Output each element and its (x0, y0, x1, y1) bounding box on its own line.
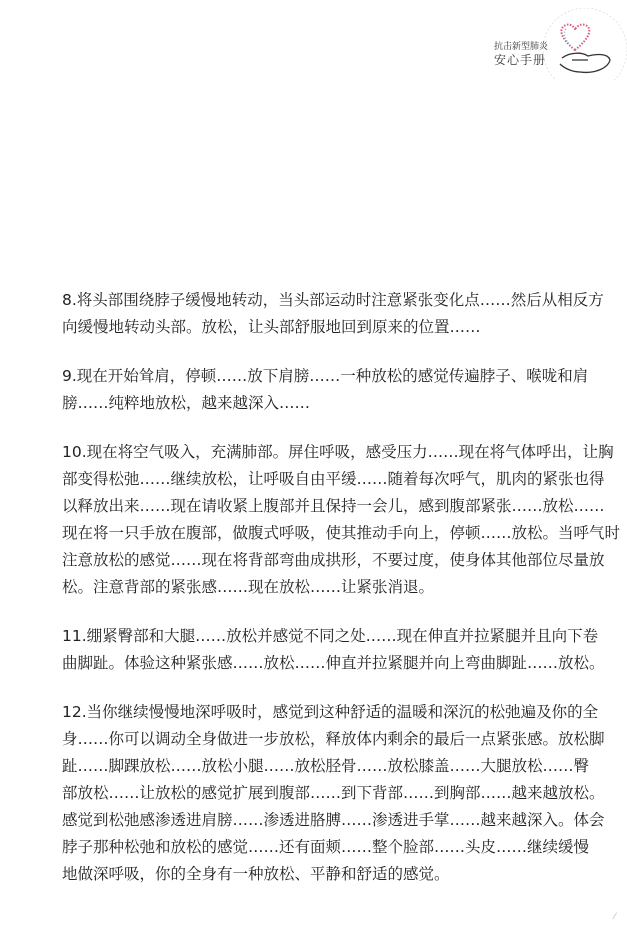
paragraph-11 (62, 623, 605, 677)
text-line: 现在将一只手放在腹部，做腹式呼吸，使其推动手向上，停顿……放松。当呼气时 (62, 524, 621, 542)
text-line: 9.现在开始耸肩，停顿……放下肩膀……一种放松的感觉传遍脖子、喉咙和肩 (62, 367, 589, 385)
text-line: 以释放出来……现在请收紧上腹部并且保持一会儿，感到腹部紧张……放松…… (62, 497, 605, 515)
text-line: 感觉到松弛感渗透进肩膀……渗透进胳膊……渗透进手掌……越来越深入。体会 (62, 811, 605, 829)
text-line: 8.将头部围绕脖子缓慢地转动，当头部运动时注意紧张变化点……然后从相反方 (62, 291, 604, 309)
text-line: 12.当你继续慢慢地深呼吸时，感觉到这种舒适的温暖和深沉的松弛遍及你的全 (62, 703, 599, 721)
text-line: 10.现在将空气吸入，充满肺部。屏住呼吸，感受压力……现在将气体呼出，让胸 (62, 443, 614, 461)
text-line: 向缓慢地转动头部。放松，让头部舒服地回到原来的位置…… (62, 318, 481, 336)
text-line: 地做深呼吸，你的全身有一种放松、平静和舒适的感觉。 (62, 865, 450, 883)
paragraph-10 (62, 439, 621, 601)
text-line: 11.绷紧臀部和大腿……放松并感觉不同之处……现在伸直并拉紧腿并且向下卷 (62, 627, 599, 645)
document-body (62, 287, 621, 910)
paragraph-9 (62, 363, 589, 417)
text-line: 曲脚趾。体验这种紧张感……放松……伸直并拉紧腿并向上弯曲脚趾……放松。 (62, 654, 605, 672)
text-line: 膀……纯粹地放松，越来越深入…… (62, 394, 311, 412)
text-line: 趾……脚踝放松……放松小腿……放松胫骨……放松膝盖……大腿放松……臀 (62, 757, 590, 775)
logo-subtitle: 抗击新型肺炎 (494, 42, 549, 52)
text-line: 部放松……让放松的感觉扩展到腹部……到下背部……到胸部……越来越放松。 (62, 784, 605, 802)
logo-title: 安心手册 (494, 53, 547, 67)
text-line: 身……你可以调动全身做进一步放松，释放体内剩余的最后一点紧张感。放松脚 (62, 730, 605, 748)
text-line: 注意放松的感觉……现在将背部弯曲成拱形，不要过度，使身体其他部位尽量放 (62, 551, 605, 569)
paragraph-12 (62, 699, 605, 888)
page-corner-mark: ⁄ (614, 912, 616, 922)
text-line: 脖子那种松弛和放松的感觉……还有面颊……整个脸部……头皮……继续缓慢 (62, 838, 590, 856)
paragraph-8 (62, 287, 604, 341)
text-line: 部变得松弛……继续放松，让呼吸自由平缓……随着每次呼气，肌肉的紧张也得 (62, 470, 605, 488)
text-line: 松。注意背部的紧张感……现在放松……让紧张消退。 (62, 578, 435, 596)
